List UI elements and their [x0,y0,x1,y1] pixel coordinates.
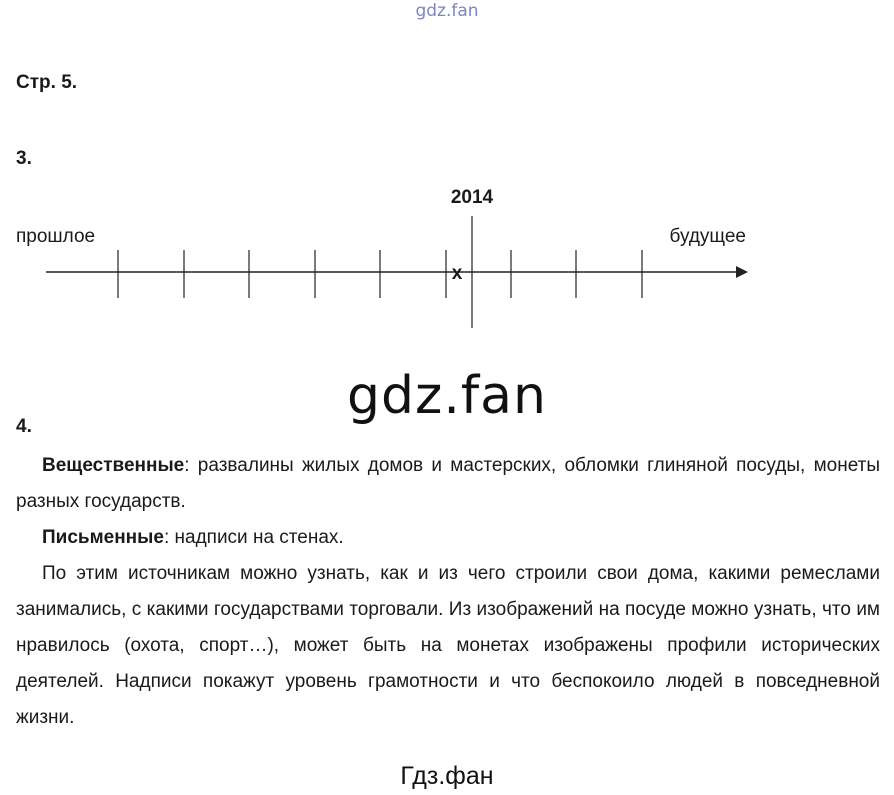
task-4-answer [16,448,880,736]
task-4-number: 4. [16,416,32,437]
written-sources [16,520,880,556]
page-reference: Стр. 5. [16,72,78,93]
timeline-x-marker: x [451,263,463,284]
timeline-future-label: будущее [669,226,746,247]
material-sources-term: Вещественные [42,455,185,476]
timeline-past-label: прошлое [16,226,96,247]
conclusion-paragraph: По этим источникам можно узнать, как и из чего строили свои дома, какими ремеслами занимались, с какими государствами торговали. Из изображений на посуде можно узнать, что им нравилось (охота, спорт…), может быть на монетах изображены профили исторических деятелей. Надписи покажут уровень грамотности и что беспокоило людей в повседневной жизни. [16,563,880,728]
material-sources-text: : развалины жилых домов и мастерских, обломки глиняной посуды, монеты разных государств. [16,455,880,512]
task-3-number: 3. [16,148,32,169]
written-sources-text: : надписи на стенах. [163,527,344,548]
timeline-year-label: 2014 [450,187,494,208]
written-sources-term: Письменные [42,527,164,548]
material-sources [16,448,880,520]
watermark-bottom: Гдз.фан [400,762,494,790]
watermark-middle: gdz.fan [347,366,547,426]
timeline-arrowhead [736,266,748,278]
watermark-top: gdz.fan [415,1,479,21]
timeline-diagram [0,180,894,340]
